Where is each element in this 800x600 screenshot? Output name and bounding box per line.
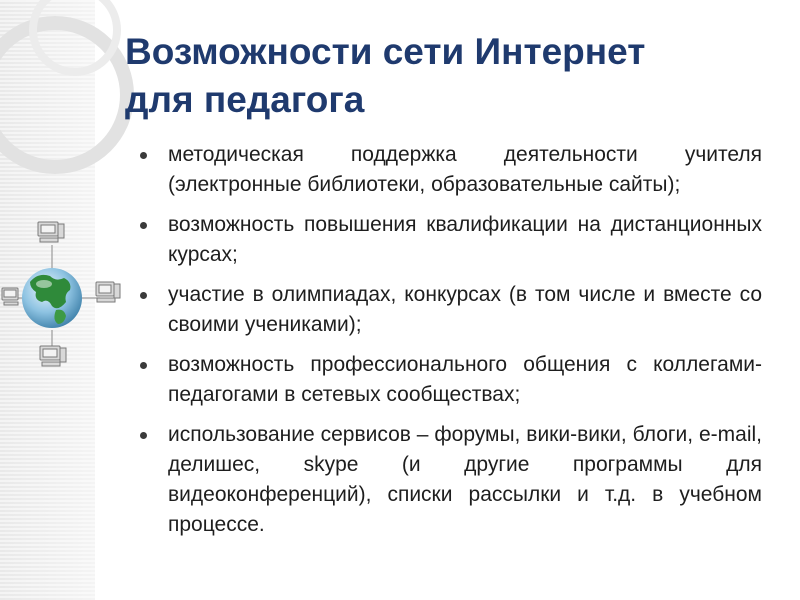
bullet-text: возможность повышения квалификации на дистанционных курсах; xyxy=(168,213,762,266)
bullet-item xyxy=(138,280,762,340)
globe-network-icon xyxy=(22,268,82,328)
bullet-dot-icon xyxy=(140,292,147,299)
decorative-rings-icon xyxy=(0,0,127,167)
bullet-list xyxy=(138,140,762,550)
bullet-item xyxy=(138,420,762,540)
slide-title xyxy=(125,28,785,124)
bullet-text: использование сервисов – форумы, вики-вики, блоги, e-mail, делишес, skype (и другие программы для видеоконференций), списки рассылки и т.д. в учебном процессе. xyxy=(168,423,762,536)
bullet-dot-icon xyxy=(140,222,147,229)
slide-title-line2: для педагога xyxy=(125,79,365,120)
bullet-dot-icon xyxy=(140,432,147,439)
slide-title-line1: Возможности сети Интернет xyxy=(125,31,646,72)
bullet-text: методическая поддержка деятельности учителя (электронные библиотеки, образовательные сайты); xyxy=(168,143,762,196)
bullet-text: участие в олимпиадах, конкурсах (в том числе и вместе со своими учениками); xyxy=(168,283,762,336)
bullet-dot-icon xyxy=(140,152,147,159)
bullet-item xyxy=(138,350,762,410)
bullet-dot-icon xyxy=(140,362,147,369)
bullet-text: возможность профессионального общения с коллегами-педагогами в сетевых сообществах; xyxy=(168,353,762,406)
bullet-item xyxy=(138,210,762,270)
bullet-item xyxy=(138,140,762,200)
